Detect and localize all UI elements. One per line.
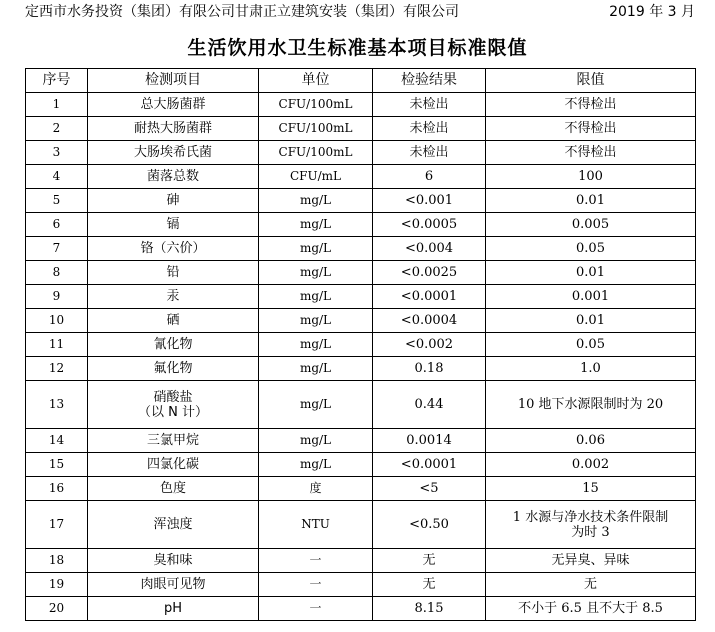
cell-item-text: 铅 bbox=[166, 265, 180, 280]
table-row bbox=[26, 261, 696, 285]
report-date: 2019 年 3 月 bbox=[609, 4, 695, 20]
cell-unit-text: mg/L bbox=[299, 313, 332, 327]
cell-number-text: 1 bbox=[52, 97, 61, 111]
table-row bbox=[26, 549, 696, 573]
cell-item-text: 氰化物 bbox=[153, 337, 193, 352]
column-header-item: 检测项目 bbox=[88, 69, 259, 93]
cell-item-text: 菌落总数 bbox=[146, 169, 199, 184]
cell-number bbox=[26, 189, 88, 213]
cell-result bbox=[373, 117, 486, 141]
cell-result-text: 0.18 bbox=[414, 361, 444, 376]
table-row bbox=[26, 597, 696, 621]
cell-unit bbox=[259, 597, 373, 621]
cell-unit-text: mg/L bbox=[299, 289, 332, 303]
cell-item bbox=[88, 141, 259, 165]
page-title: 生活饮用水卫生标准基本项目标准限值 bbox=[187, 37, 528, 59]
table-row bbox=[26, 141, 696, 165]
cell-unit bbox=[259, 261, 373, 285]
cell-limit bbox=[486, 189, 696, 213]
column-header-limit: 限值 bbox=[486, 69, 696, 93]
cell-limit-text-line2: 为时 3 bbox=[571, 524, 610, 540]
cell-item-text: 镉 bbox=[166, 217, 180, 232]
table-header-row bbox=[26, 69, 696, 93]
cell-limit-text: 0.06 bbox=[576, 433, 605, 448]
cell-item-text: 大肠埃希氏菌 bbox=[133, 145, 212, 160]
cell-limit-text: 15 bbox=[582, 481, 599, 496]
cell-result bbox=[373, 501, 486, 549]
cell-result-text: <0.001 bbox=[404, 193, 454, 208]
cell-unit-text: 度 bbox=[309, 481, 322, 495]
cell-unit bbox=[259, 573, 373, 597]
cell-item-text: 硒 bbox=[166, 313, 180, 328]
cell-item bbox=[88, 357, 259, 381]
cell-result bbox=[373, 549, 486, 573]
cell-item-text: 四氯化碳 bbox=[146, 457, 199, 472]
cell-result bbox=[373, 429, 486, 453]
table-row bbox=[26, 189, 696, 213]
cell-limit-text: 无异臭、异味 bbox=[551, 553, 630, 568]
cell-limit bbox=[486, 309, 696, 333]
cell-item-text: pH bbox=[163, 601, 183, 616]
cell-unit-text: mg/L bbox=[299, 337, 332, 351]
cell-result-text: <0.0001 bbox=[400, 289, 458, 304]
cell-limit-text: 100 bbox=[578, 169, 603, 184]
cell-item bbox=[88, 597, 259, 621]
cell-item bbox=[88, 501, 259, 549]
cell-result-text: <0.0001 bbox=[400, 457, 458, 472]
cell-result bbox=[373, 597, 486, 621]
cell-item bbox=[88, 261, 259, 285]
cell-unit-text: CFU/100mL bbox=[278, 145, 353, 159]
cell-unit bbox=[259, 117, 373, 141]
table-row bbox=[26, 573, 696, 597]
cell-result-text: <0.0005 bbox=[400, 217, 458, 232]
cell-item-text: 肉眼可见物 bbox=[140, 577, 206, 592]
cell-number-text: 19 bbox=[48, 577, 65, 591]
table-row bbox=[26, 429, 696, 453]
cell-number-text: 3 bbox=[52, 145, 61, 159]
company-name: 定西市水务投资（集团）有限公司甘肃正立建筑安装（集团）有限公司 bbox=[25, 4, 459, 20]
table-row bbox=[26, 501, 696, 549]
cell-number-text: 6 bbox=[52, 217, 61, 231]
cell-result bbox=[373, 573, 486, 597]
cell-number bbox=[26, 93, 88, 117]
column-header-number: 序号 bbox=[26, 69, 88, 93]
cell-limit-text: 0.01 bbox=[576, 313, 605, 328]
cell-result-text: 未检出 bbox=[409, 97, 449, 112]
cell-item bbox=[88, 117, 259, 141]
cell-limit bbox=[486, 453, 696, 477]
cell-item-text: 三氯甲烷 bbox=[146, 433, 199, 448]
cell-result bbox=[373, 261, 486, 285]
cell-number bbox=[26, 573, 88, 597]
cell-number bbox=[26, 309, 88, 333]
cell-limit-text: 不得检出 bbox=[564, 121, 617, 136]
cell-limit bbox=[486, 213, 696, 237]
cell-result bbox=[373, 141, 486, 165]
cell-unit bbox=[259, 309, 373, 333]
cell-number bbox=[26, 237, 88, 261]
cell-item bbox=[88, 189, 259, 213]
cell-item-text: 耐热大肠菌群 bbox=[133, 121, 212, 136]
cell-number bbox=[26, 117, 88, 141]
cell-unit-text: CFU/100mL bbox=[278, 121, 353, 135]
cell-result-text: <0.0025 bbox=[400, 265, 458, 280]
cell-limit-text: 1.0 bbox=[580, 361, 601, 376]
cell-unit-text: mg/L bbox=[299, 457, 332, 471]
cell-limit-text: 0.002 bbox=[571, 457, 610, 472]
cell-result-text: 6 bbox=[424, 169, 434, 184]
cell-result-text: <0.002 bbox=[404, 337, 454, 352]
cell-number-text: 20 bbox=[48, 601, 65, 615]
cell-unit-text: mg/L bbox=[299, 193, 332, 207]
cell-number bbox=[26, 381, 88, 429]
cell-unit-text: mg/L bbox=[299, 217, 332, 231]
table-row bbox=[26, 381, 696, 429]
cell-item bbox=[88, 573, 259, 597]
cell-result bbox=[373, 477, 486, 501]
cell-result bbox=[373, 453, 486, 477]
cell-number-text: 17 bbox=[48, 517, 65, 531]
cell-unit bbox=[259, 333, 373, 357]
cell-limit-text: 0.01 bbox=[576, 265, 605, 280]
cell-unit-text: mg/L bbox=[299, 433, 332, 447]
cell-item-text-line2: （以 N 计） bbox=[138, 404, 208, 420]
cell-limit-text: 不得检出 bbox=[564, 145, 617, 160]
cell-number-text: 13 bbox=[48, 397, 65, 411]
cell-limit bbox=[486, 117, 696, 141]
cell-item-text: 硝酸盐 bbox=[153, 389, 193, 405]
cell-limit-text: 0.05 bbox=[576, 241, 605, 256]
table-row bbox=[26, 357, 696, 381]
cell-unit bbox=[259, 477, 373, 501]
table-row bbox=[26, 165, 696, 189]
cell-unit-text: NTU bbox=[301, 517, 330, 531]
document-header bbox=[25, 0, 705, 20]
table-row bbox=[26, 93, 696, 117]
cell-result bbox=[373, 381, 486, 429]
cell-item bbox=[88, 165, 259, 189]
cell-item bbox=[88, 381, 259, 429]
cell-limit-text: 0.005 bbox=[571, 217, 610, 232]
cell-item-text: 臭和味 bbox=[153, 553, 193, 568]
cell-limit-text: 不得检出 bbox=[564, 97, 617, 112]
cell-result bbox=[373, 237, 486, 261]
cell-unit-text: mg/L bbox=[299, 397, 332, 411]
cell-unit bbox=[259, 189, 373, 213]
cell-unit bbox=[259, 141, 373, 165]
cell-item bbox=[88, 333, 259, 357]
cell-unit-text: 一 bbox=[309, 601, 322, 615]
cell-number bbox=[26, 477, 88, 501]
cell-number bbox=[26, 285, 88, 309]
cell-item-text: 浑浊度 bbox=[153, 517, 193, 532]
cell-number-text: 4 bbox=[52, 169, 61, 183]
cell-number-text: 14 bbox=[48, 433, 65, 447]
cell-item bbox=[88, 477, 259, 501]
cell-unit bbox=[259, 165, 373, 189]
cell-unit-text: mg/L bbox=[299, 241, 332, 255]
cell-number-text: 10 bbox=[48, 313, 65, 327]
cell-number-text: 9 bbox=[52, 289, 61, 303]
cell-unit-text: CFU/100mL bbox=[278, 97, 353, 111]
table-body bbox=[26, 93, 696, 621]
cell-unit-text: mg/L bbox=[299, 265, 332, 279]
cell-item bbox=[88, 549, 259, 573]
cell-result-text: <0.004 bbox=[404, 241, 454, 256]
column-header-unit: 单位 bbox=[259, 69, 373, 93]
cell-result bbox=[373, 165, 486, 189]
cell-number bbox=[26, 429, 88, 453]
cell-number-text: 15 bbox=[48, 457, 65, 471]
cell-number bbox=[26, 453, 88, 477]
table-row bbox=[26, 453, 696, 477]
cell-limit bbox=[486, 597, 696, 621]
cell-limit-text: 无 bbox=[583, 577, 597, 592]
cell-item-text: 氟化物 bbox=[153, 361, 193, 376]
cell-unit-text: CFU/mL bbox=[289, 169, 341, 183]
cell-number-text: 5 bbox=[52, 193, 61, 207]
cell-unit bbox=[259, 357, 373, 381]
cell-unit bbox=[259, 501, 373, 549]
cell-unit-text: 一 bbox=[309, 553, 322, 567]
cell-number-text: 18 bbox=[48, 553, 65, 567]
cell-limit-text: 1 水源与净水技术条件限制 bbox=[512, 509, 669, 525]
cell-number bbox=[26, 597, 88, 621]
cell-unit bbox=[259, 429, 373, 453]
cell-result bbox=[373, 357, 486, 381]
cell-limit bbox=[486, 381, 696, 429]
cell-limit bbox=[486, 477, 696, 501]
cell-number bbox=[26, 549, 88, 573]
cell-limit bbox=[486, 573, 696, 597]
table-row bbox=[26, 477, 696, 501]
cell-result-text: <5 bbox=[419, 481, 439, 496]
cell-number-text: 8 bbox=[52, 265, 61, 279]
cell-limit bbox=[486, 261, 696, 285]
table-row bbox=[26, 285, 696, 309]
cell-item-text: 色度 bbox=[159, 481, 186, 496]
cell-unit bbox=[259, 381, 373, 429]
cell-result-text: 8.15 bbox=[414, 601, 444, 616]
cell-unit bbox=[259, 285, 373, 309]
cell-number-text: 16 bbox=[48, 481, 65, 495]
cell-limit bbox=[486, 429, 696, 453]
cell-unit bbox=[259, 213, 373, 237]
cell-number bbox=[26, 141, 88, 165]
cell-limit-text: 不小于 6.5 且不大于 8.5 bbox=[518, 601, 663, 616]
cell-number bbox=[26, 165, 88, 189]
cell-item bbox=[88, 285, 259, 309]
cell-result bbox=[373, 213, 486, 237]
cell-unit-text: 一 bbox=[309, 577, 322, 591]
cell-unit-text: mg/L bbox=[299, 361, 332, 375]
cell-result-text: 0.44 bbox=[414, 397, 444, 412]
cell-limit bbox=[486, 141, 696, 165]
cell-item bbox=[88, 453, 259, 477]
cell-result-text: 0.0014 bbox=[406, 433, 452, 448]
table-row bbox=[26, 333, 696, 357]
cell-number bbox=[26, 333, 88, 357]
cell-limit bbox=[486, 285, 696, 309]
cell-result-text: 无 bbox=[422, 553, 436, 568]
cell-limit bbox=[486, 93, 696, 117]
cell-item-text: 铬（六价） bbox=[140, 241, 206, 256]
table-row bbox=[26, 117, 696, 141]
cell-number-text: 12 bbox=[48, 361, 65, 375]
cell-unit bbox=[259, 453, 373, 477]
cell-item bbox=[88, 237, 259, 261]
cell-result bbox=[373, 333, 486, 357]
cell-limit-text: 0.001 bbox=[571, 289, 610, 304]
cell-item-text: 总大肠菌群 bbox=[140, 97, 206, 112]
cell-limit bbox=[486, 165, 696, 189]
cell-limit-text: 0.05 bbox=[576, 337, 605, 352]
cell-limit bbox=[486, 333, 696, 357]
cell-item-text: 汞 bbox=[166, 289, 180, 304]
column-header-result: 检验结果 bbox=[373, 69, 486, 93]
cell-number-text: 7 bbox=[52, 241, 61, 255]
standards-table bbox=[25, 68, 696, 621]
cell-unit bbox=[259, 237, 373, 261]
cell-limit bbox=[486, 549, 696, 573]
cell-result-text: <0.50 bbox=[409, 517, 449, 532]
cell-item bbox=[88, 429, 259, 453]
cell-unit bbox=[259, 93, 373, 117]
cell-number bbox=[26, 501, 88, 549]
table-row bbox=[26, 309, 696, 333]
cell-number-text: 11 bbox=[48, 337, 65, 351]
cell-item bbox=[88, 213, 259, 237]
cell-result bbox=[373, 189, 486, 213]
cell-number bbox=[26, 213, 88, 237]
cell-result bbox=[373, 93, 486, 117]
table-row bbox=[26, 213, 696, 237]
cell-number-text: 2 bbox=[52, 121, 61, 135]
cell-item-text: 砷 bbox=[166, 193, 180, 208]
table-row bbox=[26, 237, 696, 261]
cell-result-text: 无 bbox=[422, 577, 436, 592]
cell-item bbox=[88, 309, 259, 333]
cell-result-text: <0.0004 bbox=[400, 313, 458, 328]
cell-limit bbox=[486, 501, 696, 549]
cell-limit-text: 0.01 bbox=[576, 193, 605, 208]
cell-limit bbox=[486, 237, 696, 261]
cell-result-text: 未检出 bbox=[409, 145, 449, 160]
cell-result bbox=[373, 285, 486, 309]
cell-number bbox=[26, 357, 88, 381]
cell-unit bbox=[259, 549, 373, 573]
cell-number bbox=[26, 261, 88, 285]
cell-result-text: 未检出 bbox=[409, 121, 449, 136]
cell-result bbox=[373, 309, 486, 333]
cell-limit bbox=[486, 357, 696, 381]
cell-item bbox=[88, 93, 259, 117]
cell-limit-text: 10 地下水源限制时为 20 bbox=[517, 397, 664, 412]
